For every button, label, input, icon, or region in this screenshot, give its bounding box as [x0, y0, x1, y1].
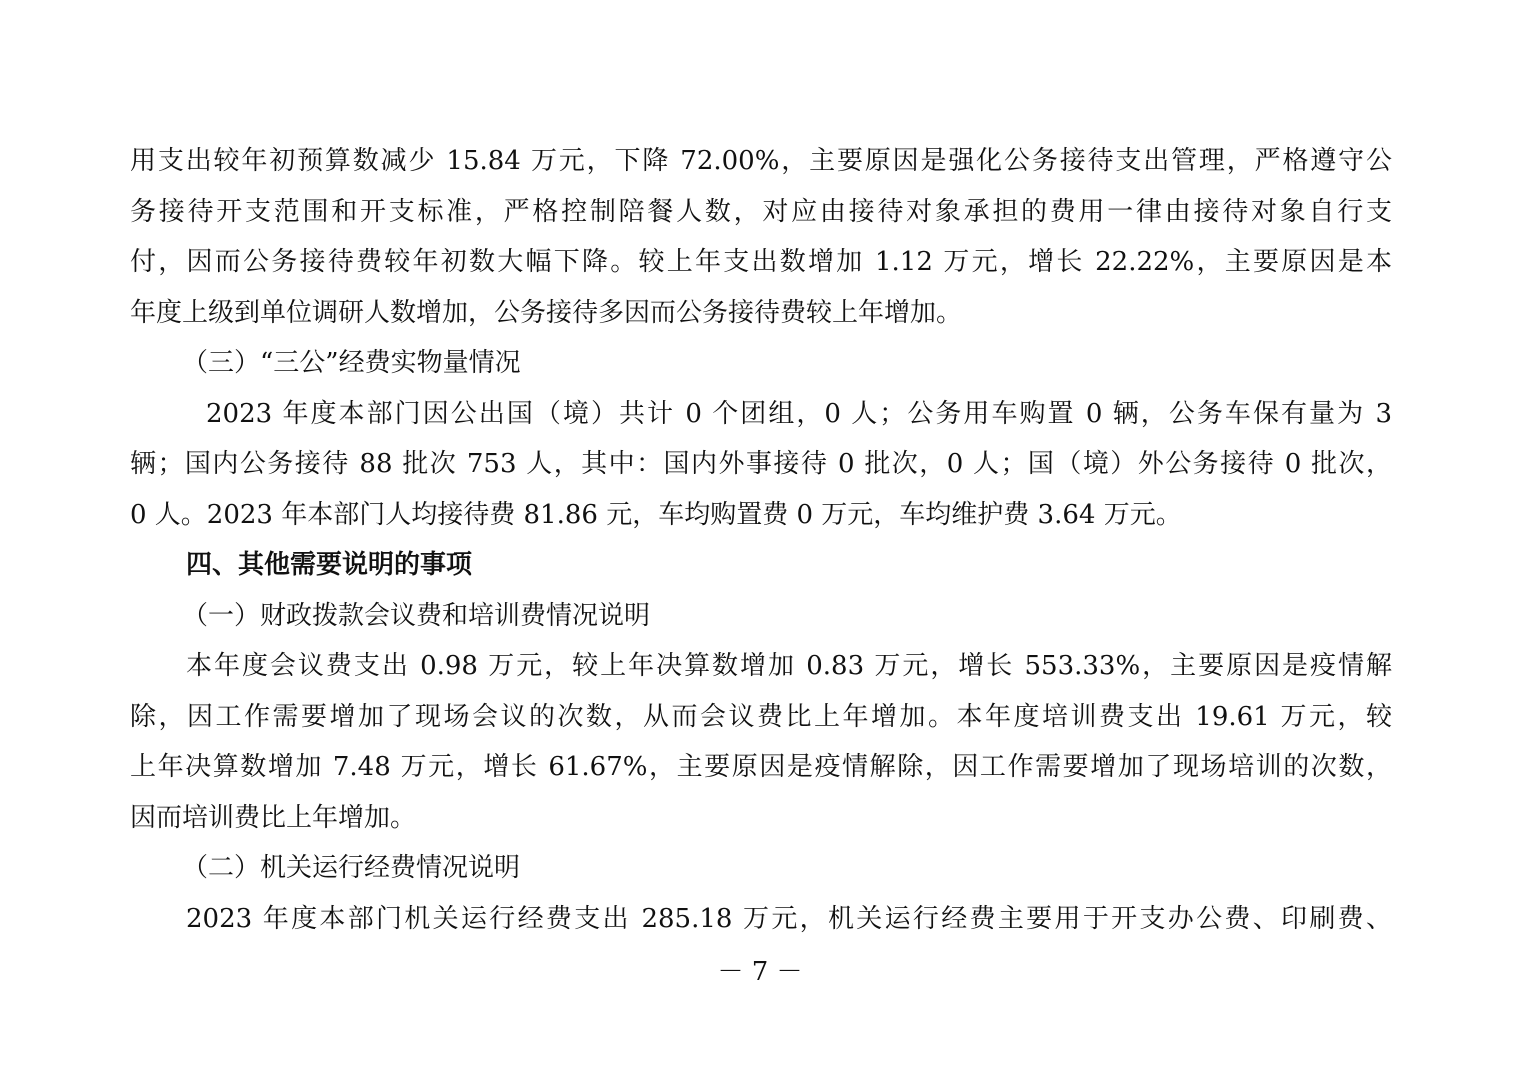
section-heading-other-matters: 四、其他需要说明的事项 [186, 550, 473, 580]
text-line: 用支出较年初预算数减少 15.84 万元，下降 72.00%，主要原因是强化公务接待支出管理，严格遵守公 [130, 146, 1392, 176]
text-line: 本年度会议费支出 0.98 万元，较上年决算数增加 0.83 万元，增长 553.33%，主要原因是疫情解 [186, 651, 1392, 681]
page-number: － 7 － [717, 957, 803, 987]
text-line: 0 人。2023 年本部门人均接待费 81.86 元，车均购置费 0 万元，车均维护费 3.64 万元。 [130, 499, 1182, 530]
document-page [130, 136, 1392, 944]
paragraph-meeting-training [130, 641, 1392, 843]
text-line: 除，因工作需要增加了现场会议的次数，从而会议费比上年增加。本年度培训费支出 19.61 万元，较 [130, 701, 1392, 732]
text-line: 年度上级到单位调研人数增加，公务接待多因而公务接待费较上年增加。 [130, 297, 963, 328]
paragraph-quantities [130, 389, 1392, 541]
text-line: 因而培训费比上年增加。 [130, 802, 417, 833]
heading-meeting-training-fees: （一）财政拨款会议费和培训费情况说明 [182, 600, 651, 631]
text-line: 付，因而公务接待费较年初数大幅下降。较上年支出数增加 1.12 万元，增长 22.22%，主要原因是本 [130, 247, 1392, 277]
text-line: 上年决算数增加 7.48 万元，增长 61.67%，主要原因是疫情解除，因工作需要增加了现场培训的次数， [130, 752, 1392, 782]
text-line: 务接待开支范围和开支标准，严格控制陪餐人数，对应由接待对象承担的费用一律由接待对象自行支 [130, 196, 1392, 227]
heading-operating-expenses: （二）机关运行经费情况说明 [182, 853, 521, 883]
paragraph-reception-expenses [130, 136, 1392, 338]
paragraph-operating-expenses [130, 894, 1392, 945]
text-line: 2023 年度本部门因公出国（境）共计 0 个团组，0 人；公务用车购置 0 辆，公务车保有量为 3 [206, 398, 1392, 429]
text-line: 2023 年度本部门机关运行经费支出 285.18 万元，机关运行经费主要用于开支办公费、印刷费、 [186, 903, 1392, 934]
heading-three-public-quantities: （三）“三公”经费实物量情况 [182, 348, 521, 378]
text-line: 辆；国内公务接待 88 批次 753 人，其中：国内外事接待 0 批次，0 人；国（境）外公务接待 0 批次， [130, 449, 1392, 479]
